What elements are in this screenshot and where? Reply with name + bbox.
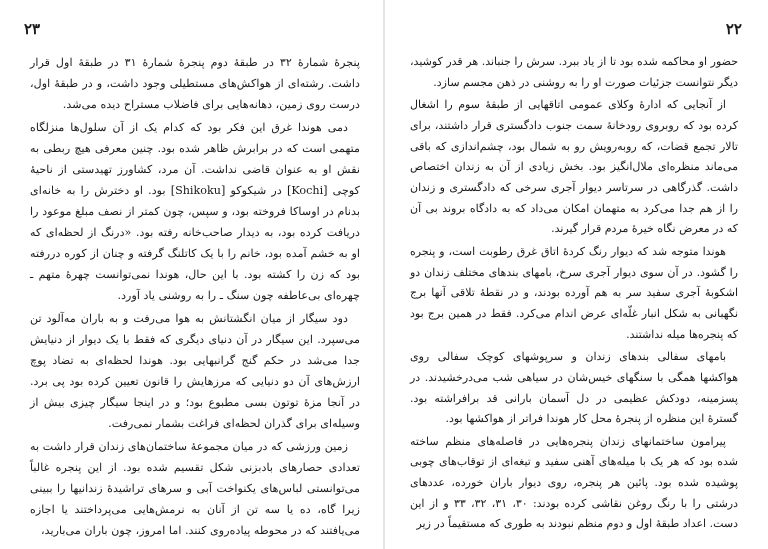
paragraph: پنجرهٔ شمارهٔ ۳۲ در طبقهٔ دوم پنجرهٔ شمارهٔ ۳۱ در طبقهٔ اول قرار داشت. رشته‌ای از هواکش‌های مستطیلی وجود داشت، و در طبقهٔ اول، درست روی زمین، دهانه‌هایی برای فاضلاب مستراح دیده می‌شد. [30, 56, 361, 111]
page-body [384, 52, 768, 537]
paragraph: دود سیگار از میان انگشتانش به هوا می‌رفت و به باران مه‌آلود تن می‌سپرد. این سیگار در آن دنیای دیگری که فقط با یک دیوار از دنیایش جدا می‌شد در حکم گنج گرانبهایی بود. هوندا لحظه‌ای به تضاد پوچ ارزش‌های آن دو دنیایی که مرزهایش را قانون تعیین کرده بود پی برد. در آنجا مزهٔ توتون بسی مطبوع بود؛ و در اینجا سیگار چیزی بیش از وسیله‌ای برای گذران لحظه‌ای فراغت بشمار نمی‌رفت. [30, 312, 360, 430]
paragraph: زمین ورزشی که در میان مجموعهٔ ساختمان‌های زندان قرار داشت به تعدادی حصارهای بادبزنی شکل تقسیم شده بود. از این پنجره غالباً می‌توانستی لباس‌های یکنواخت آبی و سرهای تراشیدهٔ زندانیها را ببینی زیرا گاه، ده یا سه تن از آنان به نرمش‌هایی می‌پرداختند یا اجازه می‌یافتند که در محوطه پیاده‌روی کنند. اما امروز، چون باران می‌بارید، [30, 440, 360, 537]
paragraph: دمی هوندا غرق این فکر بود که کدام یک از آن سلول‌ها منزلگاه متهمی است که در برابرش ظاهر شده بود. چنین معرفی هیچ ربطی به نقش او به عنوان قاضی نداشت. آن مرد، کشاورز تهیدستی از ناحیهٔ کوچی [Kochi] در شیکوکو [Shikoku] بود. او دخترش را به خانه‌ای بدنام در اوساکا فروخته بود، و سپس، چون کمتر از نصف مبلغ موعود را دریافت کرده بود، به دیدار صاحب‌خانه رفته بود. «درنگ از لحظه‌ای که او به خشم آمده بود، خانم را با یک کاتلنگ گرفته و چنان از کوره دررفته بود که زن را کشته بود. با این حال، هوندا نمی‌توانست چهرهٔ متهم ـ چهره‌ای بی‌عاطفه چون سنگ ـ را به روشنی یاد آورد. [30, 121, 360, 302]
right-page [384, 0, 768, 549]
paragraph: پیرامون ساختمانهای زندان پنجره‌هایی در فاصله‌های منظم ساخته شده بود که هر یک با میله‌های آهنی سفید و تیغه‌ای از تو‌قاب‌های چوبی پوشیده شده بود. پائین هر پنجره، روی دیوار باران خورده، عددهای درشتی را با رنگ روغن نقاشی کرده بودند: ۳۰، ۳۱، ۳۲، ۳۳ و از این دست. اعداد طبقهٔ اول و دوم منظم نبودند به طوری که مستقیماً در زیر [410, 434, 738, 531]
page-number: ۲۲ [725, 20, 742, 38]
paragraph: بامهای سفالی بندهای زندان و سرپوشهای کوچک سفالی روی هواکشها همگی با سنگهای خیس‌شان در سیاهی شب می‌درخشیدند. در پسزمینه، دودکش عظیمی در دل آسمان بارانی قد برافراشته بود. گسترهٔ این منظره از پنجرهٔ محل کار هوندا فراتر از هواکشها بود. [410, 350, 738, 426]
page-number: ۲۳ [24, 20, 41, 38]
paragraph: هوندا متوجه شد که دیوار رنگ کردهٔ اتاق غرق رطوبت است، و پنجره را گشود. در آن سوی دیوار آجری سرخ، بامهای بندهای مختلف زندان دو اشکوبهٔ آجری سفید سر به هم آورده بودند، و در نقطهٔ تلاقی آنها برج نگهبانی به شکل انبار غلّه‌ای عرض اندام می‌کرد. فقط در همین برج بود که پنجره‌ها میله نداشتند. [410, 244, 738, 341]
paragraph: از آنجایی که ادارهٔ وکلای عمومی اتاقهایی از طبقهٔ سوم را اشغال کرده بود که روبروی رودخانهٔ سمت جنوب دادگستری قرار داشتند، برای تالار تجمع قضات، که روبه‌رویش رو به شمال بود، چشم‌اندازی که باقی می‌ماند منظره‌ای ملال‌انگیز بود. بخش زیادی از آن به زندان اختصاص داشت. گذرگاهی در سرتاسر دیوار آجری سرخی که دادگستری و زندان را از هم جدا می‌کرد به متهمان امکان می‌داد که به دادگاه بروند بی آن که در معرض نگاه خیرهٔ مردم قرار گیرند. [410, 98, 738, 236]
paragraph: حضور او محاکمه شده بود تا از یاد ببرد. سرش را جنباند. هر قدر کوشید، دیگر نتوانست جزئیات صورت او را به روشنی در ذهن مجسم سازد. [410, 55, 738, 89]
page-body [0, 52, 384, 543]
